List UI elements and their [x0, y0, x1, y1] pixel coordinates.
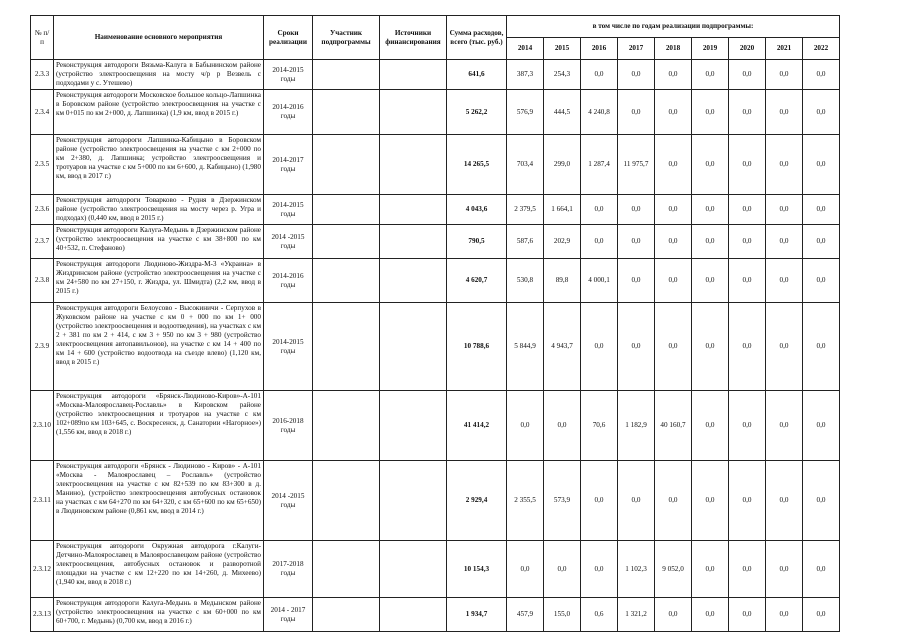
row-total-sum: 41 414,2: [447, 391, 507, 461]
row-year-value: 299,0: [544, 135, 581, 195]
row-number: 2.3.9: [31, 303, 54, 391]
table-row: [31, 90, 840, 135]
row-year-value: 0,0: [729, 225, 766, 259]
row-funding-sources: [380, 259, 447, 303]
row-year-value: 0,0: [766, 225, 803, 259]
table-row: [31, 259, 840, 303]
row-number: 2.3.6: [31, 195, 54, 225]
table-row: [31, 541, 840, 598]
row-year-value: 0,0: [655, 259, 692, 303]
row-participant: [313, 135, 380, 195]
row-year-value: 4 000,1: [581, 259, 618, 303]
row-year-value: 0,0: [655, 598, 692, 632]
row-year-value: 254,3: [544, 60, 581, 90]
row-funding-sources: [380, 303, 447, 391]
row-year-value: 0,0: [803, 303, 840, 391]
header-year-2016: 2016: [581, 38, 618, 60]
row-participant: [313, 541, 380, 598]
row-year-value: 2 379,5: [507, 195, 544, 225]
row-year-value: 703,4: [507, 135, 544, 195]
row-measure-name: Реконструкция автодороги Вязьма-Калуга в Бабынинском районе (устройство электроосвещения на мосту ч/р р Везвель с подходами у с. Утешево): [54, 60, 264, 90]
row-year-value: 0,0: [655, 195, 692, 225]
row-funding-sources: [380, 225, 447, 259]
row-year-value: 0,0: [655, 90, 692, 135]
row-year-value: 0,6: [581, 598, 618, 632]
row-year-value: 0,0: [729, 303, 766, 391]
row-year-value: 1 321,2: [618, 598, 655, 632]
table-row: [31, 391, 840, 461]
row-year-value: 0,0: [581, 541, 618, 598]
row-period: 2014-2016 годы: [264, 90, 313, 135]
row-period: 2014-2016 годы: [264, 259, 313, 303]
row-year-value: 0,0: [803, 60, 840, 90]
row-year-value: 0,0: [618, 225, 655, 259]
row-year-value: 0,0: [729, 135, 766, 195]
row-participant: [313, 391, 380, 461]
row-measure-name: Реконструкция автодороги Товарково - Рудня в Дзержинском районе (устройство электроосвещения на мосту через р. Угра и подходах) (0,440 км, ввод в 2015 г.): [54, 195, 264, 225]
row-period: 2014 - 2017 годы: [264, 598, 313, 632]
row-year-value: 0,0: [729, 259, 766, 303]
header-year-2020: 2020: [729, 38, 766, 60]
row-measure-name: Реконструкция автодороги Лапшинка-Кабицыно в Боровском районе (устройство электроосвещения на участке с км 2+000 по км 2+380, д. Лапшинка; устройство электроосвещения и тротуаров на участке с км 5+000 по км 6+600, д. Кабицыно) (1,980 км, ввод в 2017 г.): [54, 135, 264, 195]
row-year-value: 0,0: [803, 135, 840, 195]
row-measure-name: Реконструкция автодороги Окружная автодорога г.Калуги-Детчино-Малоярославец в Малоярославецком районе (устройство электроосвещения, автобусных остановок и разворотной площадки на участке с км 12+220 по км 14+260, д. Михеево) (1,940 км, ввод в 2018 г.): [54, 541, 264, 598]
row-total-sum: 790,5: [447, 225, 507, 259]
header-years-group: в том числе по годам реализации подпрограммы:: [507, 16, 840, 38]
row-funding-sources: [380, 195, 447, 225]
row-year-value: 0,0: [618, 259, 655, 303]
row-year-value: 0,0: [692, 391, 729, 461]
row-year-value: 0,0: [729, 461, 766, 541]
row-participant: [313, 461, 380, 541]
row-year-value: 0,0: [729, 60, 766, 90]
row-year-value: 0,0: [581, 195, 618, 225]
row-year-value: 457,9: [507, 598, 544, 632]
program-table-sheet: [30, 15, 840, 632]
row-total-sum: 10 788,6: [447, 303, 507, 391]
table-row: [31, 461, 840, 541]
row-year-value: 0,0: [618, 90, 655, 135]
row-year-value: 0,0: [618, 195, 655, 225]
header-year-2018: 2018: [655, 38, 692, 60]
table-row: [31, 598, 840, 632]
row-funding-sources: [380, 598, 447, 632]
header-year-2014: 2014: [507, 38, 544, 60]
row-number: 2.3.8: [31, 259, 54, 303]
row-year-value: 0,0: [803, 461, 840, 541]
row-year-value: 0,0: [581, 461, 618, 541]
program-measures-table: [30, 15, 840, 632]
row-year-value: 0,0: [729, 195, 766, 225]
header-funding-sources: Источники финансирования: [380, 16, 447, 60]
row-year-value: 40 160,7: [655, 391, 692, 461]
row-year-value: 0,0: [692, 135, 729, 195]
row-year-value: 576,9: [507, 90, 544, 135]
row-number: 2.3.11: [31, 461, 54, 541]
row-year-value: 0,0: [692, 541, 729, 598]
row-year-value: 530,8: [507, 259, 544, 303]
row-year-value: 0,0: [618, 303, 655, 391]
row-number: 2.3.13: [31, 598, 54, 632]
row-funding-sources: [380, 391, 447, 461]
row-participant: [313, 225, 380, 259]
row-year-value: 0,0: [507, 541, 544, 598]
row-period: 2016-2018 годы: [264, 391, 313, 461]
row-year-value: 0,0: [766, 90, 803, 135]
row-year-value: 89,8: [544, 259, 581, 303]
row-year-value: 0,0: [544, 391, 581, 461]
row-period: 2017-2018 годы: [264, 541, 313, 598]
header-year-2021: 2021: [766, 38, 803, 60]
row-year-value: 573,9: [544, 461, 581, 541]
row-participant: [313, 60, 380, 90]
row-year-value: 444,5: [544, 90, 581, 135]
row-measure-name: Реконструкция автодороги Калуга-Медынь в Дзержинском районе (устройство электроосвещения на участке с км 38+800 по км 40+532, п. Стефаново): [54, 225, 264, 259]
row-number: 2.3.10: [31, 391, 54, 461]
header-participant: Участник подпрограммы: [313, 16, 380, 60]
row-year-value: 0,0: [618, 60, 655, 90]
row-year-value: 0,0: [655, 303, 692, 391]
table-row: [31, 303, 840, 391]
row-total-sum: 4 620,7: [447, 259, 507, 303]
row-year-value: 0,0: [803, 225, 840, 259]
row-period: 2014-2015 годы: [264, 303, 313, 391]
row-year-value: 70,6: [581, 391, 618, 461]
table-row: [31, 60, 840, 90]
row-year-value: 0,0: [766, 60, 803, 90]
table-row: [31, 225, 840, 259]
row-total-sum: 641,6: [447, 60, 507, 90]
row-year-value: 0,0: [581, 303, 618, 391]
row-total-sum: 10 154,3: [447, 541, 507, 598]
row-number: 2.3.5: [31, 135, 54, 195]
row-year-value: 0,0: [692, 195, 729, 225]
header-year-2019: 2019: [692, 38, 729, 60]
row-year-value: 0,0: [692, 303, 729, 391]
row-year-value: 0,0: [803, 598, 840, 632]
row-year-value: 2 355,5: [507, 461, 544, 541]
row-year-value: 0,0: [766, 303, 803, 391]
row-year-value: 0,0: [655, 60, 692, 90]
header-year-2015: 2015: [544, 38, 581, 60]
header-year-2022: 2022: [803, 38, 840, 60]
row-period: 2014-2015 годы: [264, 195, 313, 225]
row-measure-name: Реконструкция автодороги Калуга-Медынь в Медынском районе (устройство электроосвещения на участке с км 60+000 по км 60+700, г. Медынь) (0,700 км, ввод в 2016 г.): [54, 598, 264, 632]
row-year-value: 202,9: [544, 225, 581, 259]
row-participant: [313, 90, 380, 135]
row-total-sum: 14 265,5: [447, 135, 507, 195]
row-funding-sources: [380, 135, 447, 195]
row-year-value: 0,0: [803, 391, 840, 461]
row-participant: [313, 303, 380, 391]
row-total-sum: 2 929,4: [447, 461, 507, 541]
row-year-value: 155,0: [544, 598, 581, 632]
row-year-value: 0,0: [692, 461, 729, 541]
row-period: 2014 -2015 годы: [264, 225, 313, 259]
row-year-value: 0,0: [803, 541, 840, 598]
row-period: 2014-2015 годы: [264, 60, 313, 90]
row-year-value: 0,0: [766, 259, 803, 303]
row-period: 2014-2017 годы: [264, 135, 313, 195]
row-period: 2014 -2015 годы: [264, 461, 313, 541]
row-year-value: 0,0: [692, 90, 729, 135]
table-row: [31, 195, 840, 225]
row-number: 2.3.3: [31, 60, 54, 90]
row-measure-name: Реконструкция автодороги Белоусово - Высокиничи - Серпухов в Жуковском районе на участке с км 0 + 000 по км 1+ 000 (устройство электроосвещения и водоотведения), на участках с км 2 + 381 по км 2 + 414, с км 3 + 950 по км 3 + 980 (устройство электроосвещения автопавильонов), на участке с км 14 + 400 по км 14 + 600 (устройство водоотвода на съезде влево) (1,120 км, ввод в 2015 г.): [54, 303, 264, 391]
row-number: 2.3.7: [31, 225, 54, 259]
row-year-value: 1 664,1: [544, 195, 581, 225]
row-year-value: 0,0: [729, 541, 766, 598]
row-measure-name: Реконструкция автодороги «Брянск - Людиново - Киров» - А-101 «Москва - Малоярославец – Рославль» (устройство электроосвещения на участке с км 82+539 по км 83+300 в д. Манино), (устройство электроосвещения автобусных остановок на участках с км 64+270 по км 64+320, с км 65+600 по км 65+650) в Людиновском районе (0,861 км, ввод в 2014 г.): [54, 461, 264, 541]
row-funding-sources: [380, 461, 447, 541]
row-year-value: 0,0: [803, 259, 840, 303]
row-number: 2.3.12: [31, 541, 54, 598]
row-year-value: 0,0: [766, 598, 803, 632]
row-year-value: 11 975,7: [618, 135, 655, 195]
row-funding-sources: [380, 90, 447, 135]
header-period: Сроки реализации: [264, 16, 313, 60]
row-year-value: 0,0: [507, 391, 544, 461]
row-year-value: 1 102,3: [618, 541, 655, 598]
row-year-value: 4 240,8: [581, 90, 618, 135]
row-measure-name: Реконструкция автодороги Московское большое кольцо-Лапшинка в Боровском районе (устройство электроосвещения на участке с км 0+015 по км 2+000, д. Лапшинка) (1,9 км, ввод в 2015 г.): [54, 90, 264, 135]
row-year-value: 387,3: [507, 60, 544, 90]
row-year-value: 1 287,4: [581, 135, 618, 195]
row-year-value: 4 943,7: [544, 303, 581, 391]
row-participant: [313, 598, 380, 632]
row-year-value: 0,0: [729, 90, 766, 135]
header-number: № п/п: [31, 16, 54, 60]
row-year-value: 0,0: [766, 195, 803, 225]
row-year-value: 0,0: [581, 60, 618, 90]
row-year-value: 0,0: [729, 598, 766, 632]
row-year-value: 0,0: [729, 391, 766, 461]
table-row: [31, 135, 840, 195]
row-year-value: 1 182,9: [618, 391, 655, 461]
row-year-value: 0,0: [692, 598, 729, 632]
row-year-value: 0,0: [692, 60, 729, 90]
row-year-value: 9 052,0: [655, 541, 692, 598]
row-year-value: 0,0: [655, 225, 692, 259]
header-total-sum: Сумма расходов, всего (тыс. руб.): [447, 16, 507, 60]
header-year-2017: 2017: [618, 38, 655, 60]
row-year-value: 587,6: [507, 225, 544, 259]
row-year-value: 0,0: [766, 541, 803, 598]
row-funding-sources: [380, 60, 447, 90]
row-year-value: 0,0: [581, 225, 618, 259]
row-year-value: 0,0: [766, 391, 803, 461]
row-total-sum: 1 934,7: [447, 598, 507, 632]
row-measure-name: Реконструкция автодороги «Брянск-Людиново-Киров»-А-101 «Москва-Малоярославец-Рославль» в Кировском районе (устройство электроосвещения и тротуаров на участке с км 102+089по км 103+645, с. Воскресенск, д. Санатории «Нагорное») (1,556 км, ввод в 2018 г.): [54, 391, 264, 461]
header-measure-name: Наименование основного мероприятия: [54, 16, 264, 60]
row-total-sum: 5 262,2: [447, 90, 507, 135]
row-total-sum: 4 043,6: [447, 195, 507, 225]
row-participant: [313, 259, 380, 303]
row-year-value: 0,0: [544, 541, 581, 598]
row-year-value: 0,0: [766, 461, 803, 541]
row-measure-name: Реконструкция автодороги Людиново-Жиздра-М-3 «Украина» в Жиздринском районе (устройство электроосвещения на участке с км 24+580 по км 27+150, г. Жиздра, ул. Шмидта) (2,2 км, ввод в 2015 г.): [54, 259, 264, 303]
row-number: 2.3.4: [31, 90, 54, 135]
row-participant: [313, 195, 380, 225]
row-funding-sources: [380, 541, 447, 598]
row-year-value: 0,0: [655, 461, 692, 541]
row-year-value: 0,0: [655, 135, 692, 195]
row-year-value: 0,0: [618, 461, 655, 541]
row-year-value: 0,0: [803, 90, 840, 135]
row-year-value: 0,0: [692, 225, 729, 259]
row-year-value: 0,0: [803, 195, 840, 225]
row-year-value: 5 844,9: [507, 303, 544, 391]
row-year-value: 0,0: [692, 259, 729, 303]
row-year-value: 0,0: [766, 135, 803, 195]
